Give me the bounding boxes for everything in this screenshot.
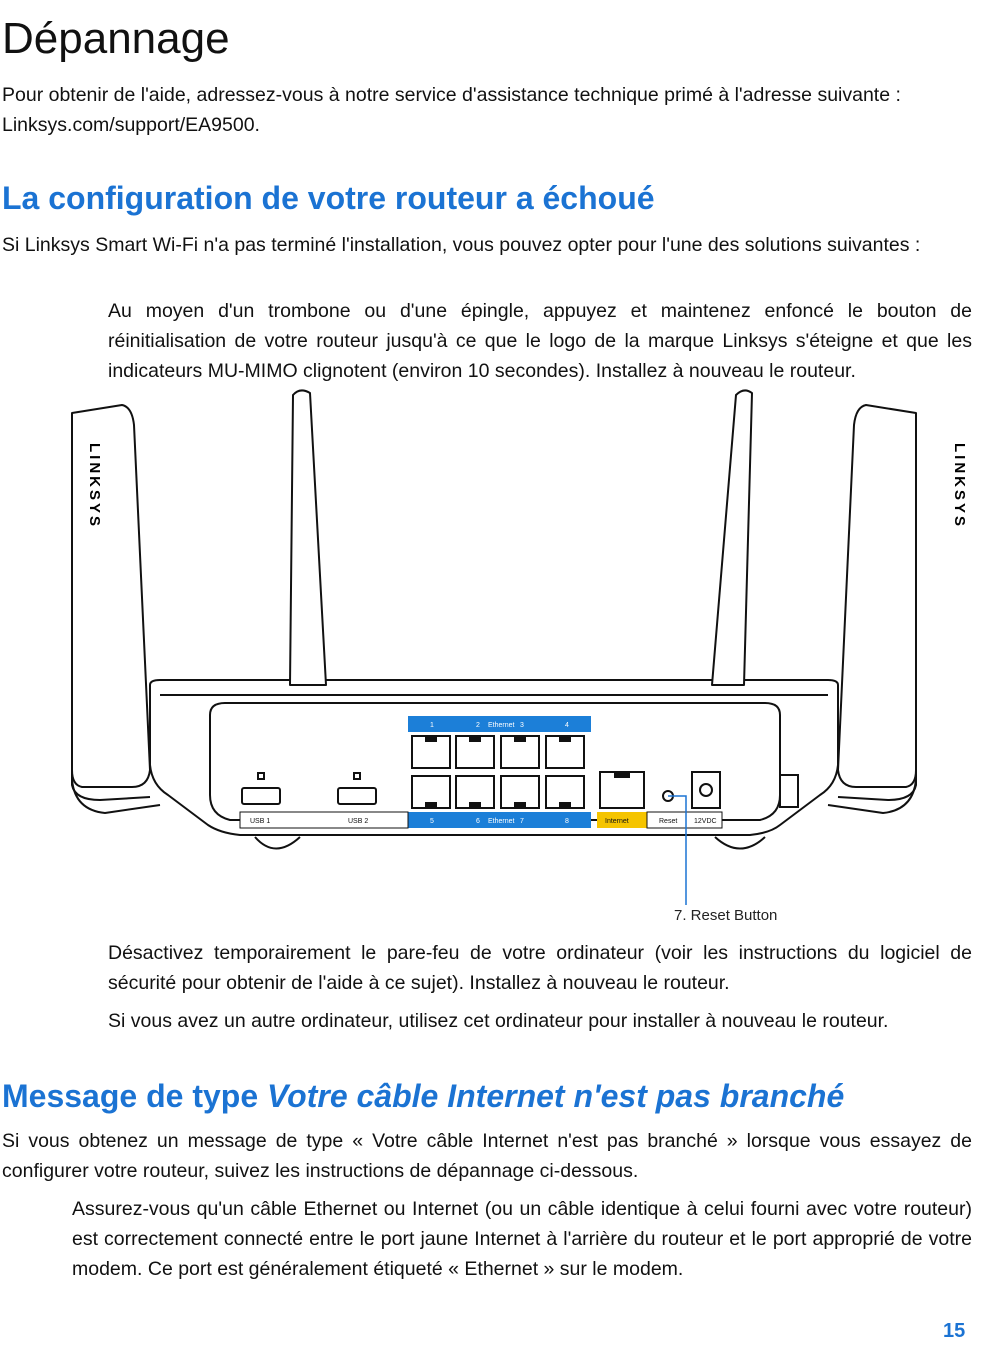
page-number: 15: [943, 1320, 966, 1342]
router-back-illustration: [0, 385, 988, 930]
section1-item-reset: Au moyen d'un trombone ou d'une épingle, appuyez et maintenez enfoncé le bouton de réinitialisation de votre routeur jusqu'à ce que le logo de la marque Linksys s'éteigne et que les indicateurs MU-MIMO clignotent (environ 10 secondes). Installez à nouveau le routeur.: [108, 300, 972, 382]
antenna-brand-right: LINKSYS: [951, 443, 968, 530]
port-label-ethernet-top: Ethernet: [488, 722, 515, 729]
port-label-7: 7: [520, 818, 524, 825]
power-label: 12VDC: [694, 818, 717, 825]
section2-lead: Si vous obtenez un message de type « Votre câble Internet n'est pas branché » lorsque vous essayez de configurer votre routeur, suivez les instructions de dépannage ci-dessous.: [2, 1130, 972, 1182]
section1-item-firewall: Désactivez temporairement le pare-feu de votre ordinateur (voir les instructions du logiciel de sécurité pour obtenir de l'aide à ce sujet). Installez à nouveau le routeur.: [108, 942, 972, 994]
port-label-3: 3: [520, 722, 524, 729]
section1-lead: Si Linksys Smart Wi-Fi n'a pas terminé l'installation, vous pouvez opter pour l'une des solutions suivantes :: [2, 234, 921, 256]
heading-italic: Votre câble Internet n'est pas branché: [267, 1078, 845, 1114]
section-heading-setup-failed: La configuration de votre routeur a échoué: [2, 180, 655, 216]
internet-label: Internet: [605, 818, 629, 825]
intro-text: Pour obtenir de l'aide, adressez-vous à notre service d'assistance technique primé à l'adresse suivante : Linksys.com/support/EA9500.: [2, 84, 901, 136]
port-label-4: 4: [565, 722, 569, 729]
port-label-8: 8: [565, 818, 569, 825]
page-title: Dépannage: [2, 14, 230, 63]
reset-label: Reset: [659, 818, 678, 825]
port-label-6: 6: [476, 818, 480, 825]
port-label-ethernet-bottom: Ethernet: [488, 818, 515, 825]
section-heading-cable-unplugged: [2, 1076, 844, 1116]
port-label-5: 5: [430, 818, 434, 825]
reset-button-callout: 7. Reset Button: [674, 907, 778, 924]
port-label-2: 2: [476, 722, 480, 729]
heading-prefix: Message de type: [2, 1078, 267, 1114]
antenna-brand-left: LINKSYS: [86, 443, 103, 530]
usb2-label: USB 2: [348, 818, 369, 825]
port-label-1: 1: [430, 722, 434, 729]
usb1-label: USB 1: [250, 818, 271, 825]
section2-item-cable: Assurez-vous qu'un câble Ethernet ou Internet (ou un câble identique à celui fourni avec votre routeur) est correctement connecté entre le port jaune Internet à l'arrière du routeur et le port approprié de votre modem. Ce port est généralement étiqueté « Ethernet » sur le modem.: [72, 1198, 972, 1280]
section1-item-other-computer: Si vous avez un autre ordinateur, utilisez cet ordinateur pour installer à nouveau le routeur.: [108, 1010, 889, 1032]
